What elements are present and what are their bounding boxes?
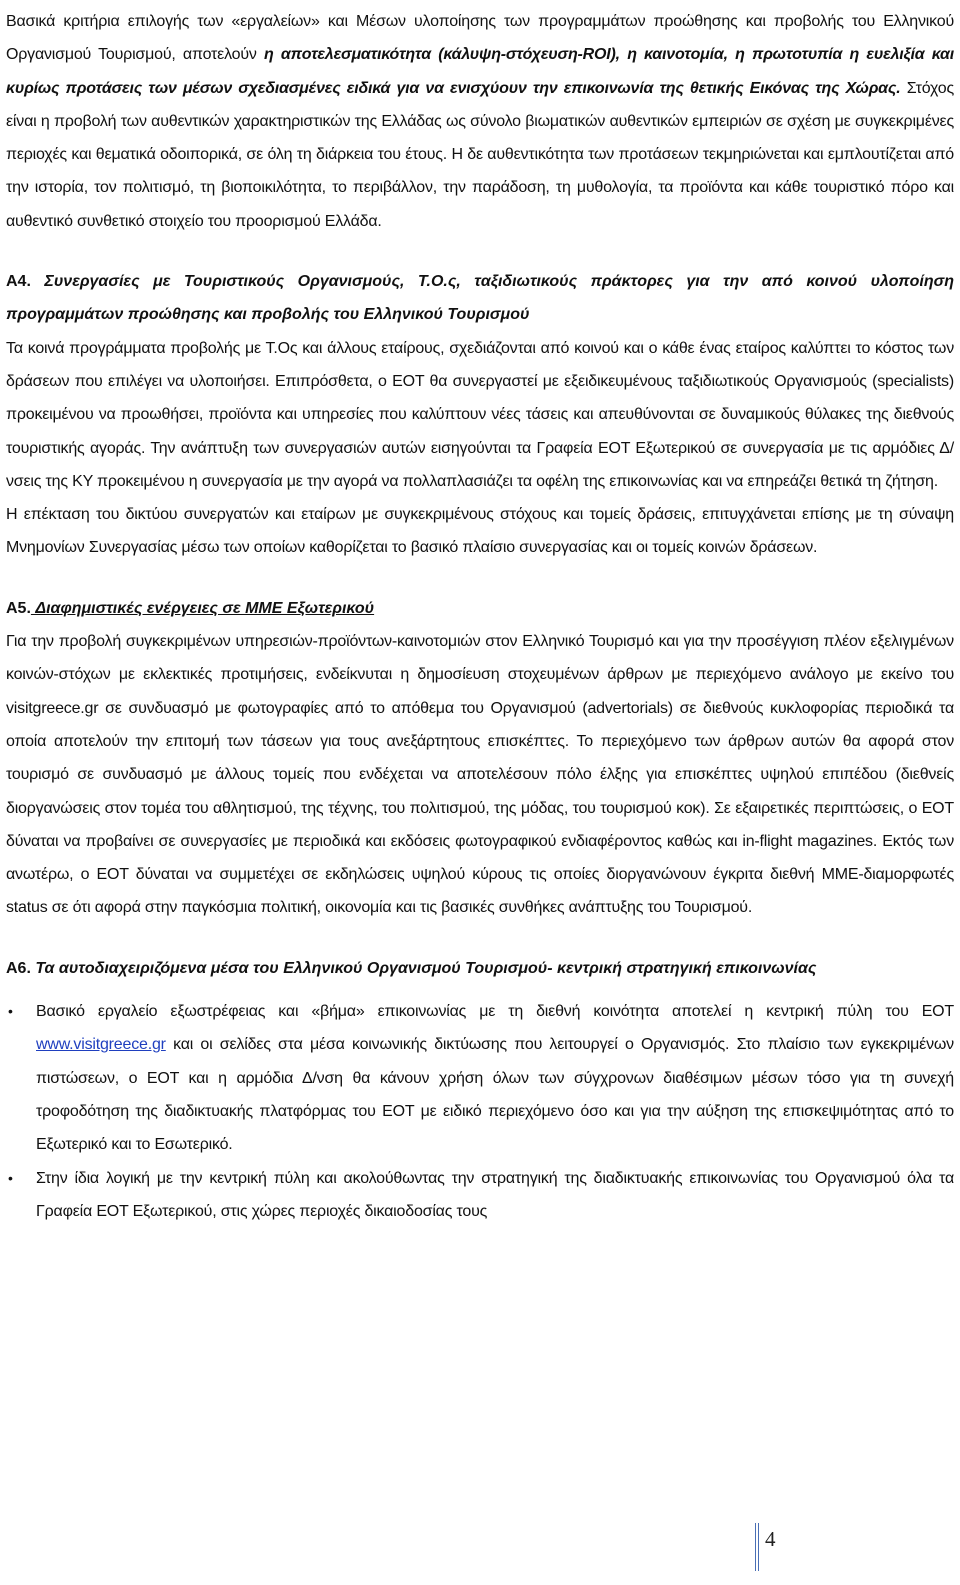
intro-text: Βασικά κριτήρια επιλογής των «εργαλείων» και Μέσων υλοποίησης των προγραμμάτων προώθησης και προβολής του Ελληνικού Οργανισμού Τουρισμού, αποτελούν [6,13,954,64]
page-number: 4 [765,1527,776,1551]
bullet-item-1 [6,995,954,1161]
intro-text-cont: Στόχος είναι η προβολή των αυθεντικών χαρακτηριστικών της Ελλάδας ως σύνολο βιωματικών αυθεντικών εμπειριών σε σχέση με συγκεκριμένες περιοχές και θεματικά οδοιπορικά, σε όλη τη διάρκεια του έτους. Η δε αυθεντικότητα των προτάσεων τεκμηριώνεται και εμπλουτίζεται από την ιστορία, τον πολιτισμό, τη βιοποικιλότητα, το περιβάλλον, την παράδοση, τη μυθολογία, τα προϊόντα και κάθε τουριστικό πόρο και αυθεντικό συνθετικό στοιχείο του προορισμού Ελλάδα. [6,79,954,230]
section-a4-heading [6,265,954,332]
intro-paragraph [6,5,954,238]
section-a6-title: Τα αυτοδιαχειριζόμενα μέσα του Ελληνικού Οργανισμού Τουρισμού- κεντρική στρατηγική επικοινωνίας [30,959,817,977]
footer-rule [755,1523,759,1571]
page-footer [755,1523,815,1571]
bullet-icon: • [8,1003,13,1020]
intro-emphasis: η αποτελεσματικότητα (κάλυψη-στόχευση-ROI), η καινοτομία, η πρωτοτυπία η ευελιξία και κυρίως προτάσεις των μέσων σχεδιασμένες ειδικά για να ενισχύουν την επικοινωνία της θετικής Εικόνας της Χώρας. [6,46,954,97]
section-a4-paragraph-1: Τα κοινά προγράμματα προβολής με Τ.Ος και άλλους εταίρους, σχεδιάζονται από κοινού και ο κάθε ένας εταίρος καλύπτει το κόστος των δράσεων που επιλέγει να υλοποιήσει. Επιπρόσθετα, ο ΕΟΤ θα συνεργαστεί με εξειδικευμένους ταξιδιωτικούς Οργανισμούς (specialists) προκειμένου να προωθήσει, προϊόντα και υπηρεσίες που καλύπτουν νέες τάσεις και απευθύνονται σε δυναμικούς θύλακες της διεθνούς τουριστικής αγοράς. Την ανάπτυξη των συνεργασιών αυτών εισηγούνται τα Γραφεία ΕΟΤ Εξωτερικού σε συνεργασία με τις αρμόδιες Δ/νσεις της ΚΥ προκειμένου η συνεργασία με την αγορά να πολλαπλασιάζει τα οφέλη της επικοινωνίας και να επηρεάζει θετικά τη ζήτηση. [6,339,954,490]
bullet-1-text: Βασικό εργαλείο εξωστρέφειας και «βήμα» επικοινωνίας με τη διεθνή κοινότητα αποτελεί η κεντρική πύλη του ΕΟΤ [36,1003,954,1021]
section-a4-number: A4. [6,273,31,291]
document-body [6,5,954,1228]
section-a4-paragraph-2: Η επέκταση του δικτύου συνεργατών και εταίρων με συγκεκριμένους στόχους και τομείς δράσεις, επιτυγχάνεται επίσης με τη σύναψη Μνημονίων Συνεργασίας μέσω των οποίων καθορίζεται το βασικό πλαίσιο συνεργασίας και οι τομείς κοινών δράσεων. [6,506,954,557]
bullet-1-text-cont: και οι σελίδες στα μέσα κοινωνικής δικτύωσης που λειτουργεί ο Οργανισμός. Στο πλαίσιο των εγκεκριμένων πιστώσεων, ο ΕΟΤ και η αρμόδια Δ/νση θα κάνουν χρήση όλων των σύγχρονων διαθέσιμων μέσων τόσο για τη συνεχή τροφοδότηση της διαδικτυακής πλατφόρμας του ΕΟΤ με ειδικό περιεχόμενο όσο και για την αύξηση της επισκεψιμότητας από το Εξωτερικό και το Εσωτερικό. [36,1036,954,1154]
section-a5-heading [6,592,954,625]
section-a5-number: A5. [6,599,31,617]
section-a4-title: Συνεργασίες με Τουριστικούς Οργανισμούς, Τ.Ο.ς, ταξιδιωτικούς πράκτορες για την από κοινού υλοποίηση προγραμμάτων προώθησης και προβολής του Ελληνικού Τουρισμού [6,273,954,324]
bullet-2-text: Στην ίδια λογική με την κεντρική πύλη και ακολούθωντας την στρατηγική της διαδικτυακής επικοινωνίας του Οργανισμού όλα τα Γραφεία ΕΟΤ Εξωτερικού, στις χώρες περιοχές δικαιοδοσίας τους [36,1169,954,1220]
bullet-icon: • [8,1169,13,1186]
section-a5-paragraph-1: Για την προβολή συγκεκριμένων υπηρεσιών-προϊόντων-καινοτομιών στον Ελληνικό Τουρισμό και για την προσέγγιση πλέον εξελιγμένων κοινών-στόχων με εκλεκτικές προτιμήσεις, ενδείκνυται η δημοσίευση στοχευμένων άρθρων με περιεχόμενο ανάλογο με εκείνο του visitgreece.gr σε συνδυασμό με φωτογραφίες από το απόθεμα του Οργανισμού (advertorials) σε διεθνούς κυκλοφορίας περιοδικά τα οποία αποτελούν την επιτομή των τάσεων για τους ανεξάρτητους επισκέπτες. Το περιεχόμενο των άρθρων αυτών θα αφορά στον τουρισμό σε συνδυασμό με άλλους τομείς που ενδέχεται να αποτελέσουν πόλο έλξης για επισκέπτες υψηλού επιπέδου (διεθνείς διοργανώσεις στον τομέα του αθλητισμού, της τέχνης, του πολιτισμού, της μόδας, του τουρισμού κοκ). Σε εξαιρετικές περιπτώσεις, ο ΕΟΤ δύναται να προβαίνει σε συνεργασίες με περιοδικά και εκδόσεις φωτογραφικού ενδιαφέροντος καθώς και in-flight magazines. Εκτός των ανωτέρω, ο ΕΟΤ δύναται να συμμετέχει σε εκδηλώσεις υψηλού κύρους τις οποίες διοργανώνουν έγκριτα διεθνή ΜΜΕ-διαμορφωτές status σε ότι αφορά στην παγκόσμια πολιτική, οικονομία και τις βασικές συνθήκες ανάπτυξης του Τουρισμού. [6,633,954,917]
bullet-item-2 [6,1162,954,1229]
section-a6-number: A6. [6,959,31,977]
section-a6-heading [6,952,954,985]
section-a5-title: Διαφημιστικές ενέργειες σε ΜΜΕ Εξωτερικού [30,599,375,617]
visitgreece-link[interactable]: www.visitgreece.gr [36,1036,166,1054]
